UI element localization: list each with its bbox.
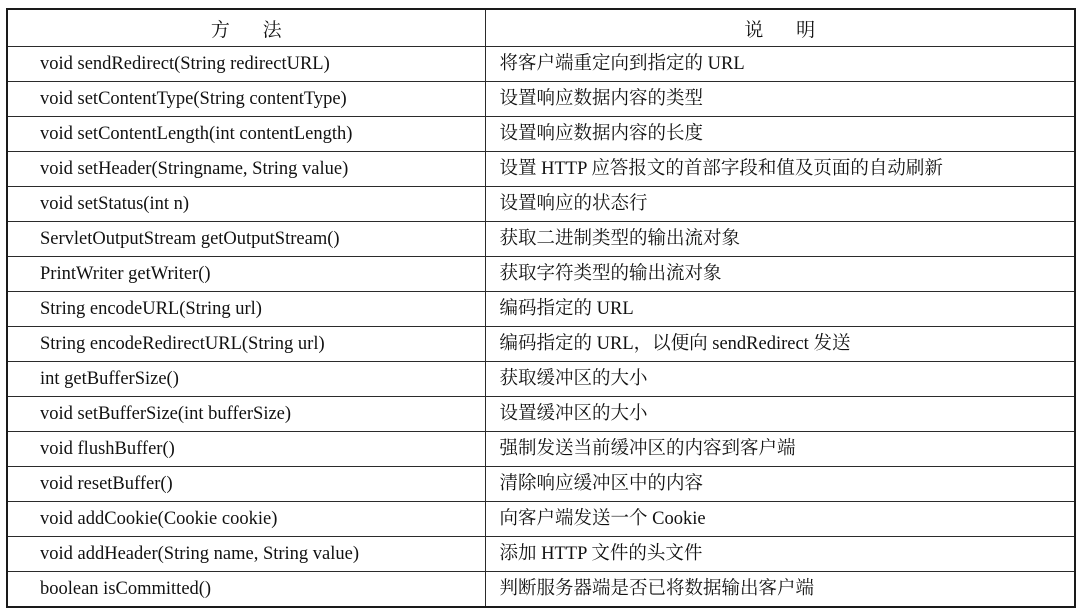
cell-description: 获取字符类型的输出流对象 (485, 257, 1075, 292)
cell-method: void sendRedirect(String redirectURL) (7, 47, 485, 82)
cell-method: void addHeader(String name, String value) (7, 537, 485, 572)
cell-method: PrintWriter getWriter() (7, 257, 485, 292)
cell-description: 获取缓冲区的大小 (485, 362, 1075, 397)
table-row (7, 292, 1075, 327)
cell-method: void setContentLength(int contentLength) (7, 117, 485, 152)
cell-description: 设置响应数据内容的长度 (485, 117, 1075, 152)
table-header (7, 9, 1075, 47)
cell-description: 将客户端重定向到指定的 URL (485, 47, 1075, 82)
cell-method: void setHeader(Stringname, String value) (7, 152, 485, 187)
cell-description: 编码指定的 URL (485, 292, 1075, 327)
table-row (7, 397, 1075, 432)
cell-description: 判断服务器端是否已将数据输出客户端 (485, 572, 1075, 608)
table-row (7, 257, 1075, 292)
cell-description: 添加 HTTP 文件的头文件 (485, 537, 1075, 572)
cell-description: 清除响应缓冲区中的内容 (485, 467, 1075, 502)
table-row (7, 47, 1075, 82)
cell-description: 设置缓冲区的大小 (485, 397, 1075, 432)
column-header-method (7, 9, 485, 47)
table-row (7, 82, 1075, 117)
table-row (7, 152, 1075, 187)
cell-description: 设置 HTTP 应答报文的首部字段和值及页面的自动刷新 (485, 152, 1075, 187)
cell-description: 向客户端发送一个 Cookie (485, 502, 1075, 537)
column-header-description (485, 9, 1075, 47)
cell-method: String encodeURL(String url) (7, 292, 485, 327)
cell-method: void setStatus(int n) (7, 187, 485, 222)
table-row (7, 502, 1075, 537)
table-row (7, 362, 1075, 397)
table-header-row (7, 9, 1075, 47)
cell-method: ServletOutputStream getOutputStream() (7, 222, 485, 257)
column-header-description-label: 说 明 (744, 19, 830, 41)
table-row (7, 222, 1075, 257)
cell-description: 编码指定的 URL，以便向 sendRedirect 发送 (485, 327, 1075, 362)
table-row (7, 537, 1075, 572)
table-row (7, 467, 1075, 502)
table-row (7, 187, 1075, 222)
table-row (7, 327, 1075, 362)
cell-method: void setBufferSize(int bufferSize) (7, 397, 485, 432)
cell-method: void flushBuffer() (7, 432, 485, 467)
table-body (7, 47, 1075, 608)
cell-method: String encodeRedirectURL(String url) (7, 327, 485, 362)
column-header-method-label: 方 法 (210, 19, 296, 41)
table-row (7, 117, 1075, 152)
cell-method: void setContentType(String contentType) (7, 82, 485, 117)
table-row (7, 572, 1075, 608)
cell-method: void addCookie(Cookie cookie) (7, 502, 485, 537)
cell-method: boolean isCommitted() (7, 572, 485, 608)
cell-description: 设置响应的状态行 (485, 187, 1075, 222)
cell-method: void resetBuffer() (7, 467, 485, 502)
cell-description: 强制发送当前缓冲区的内容到客户端 (485, 432, 1075, 467)
method-reference-table (6, 8, 1076, 608)
table-row (7, 432, 1075, 467)
cell-description: 获取二进制类型的输出流对象 (485, 222, 1075, 257)
cell-method: int getBufferSize() (7, 362, 485, 397)
cell-description: 设置响应数据内容的类型 (485, 82, 1075, 117)
